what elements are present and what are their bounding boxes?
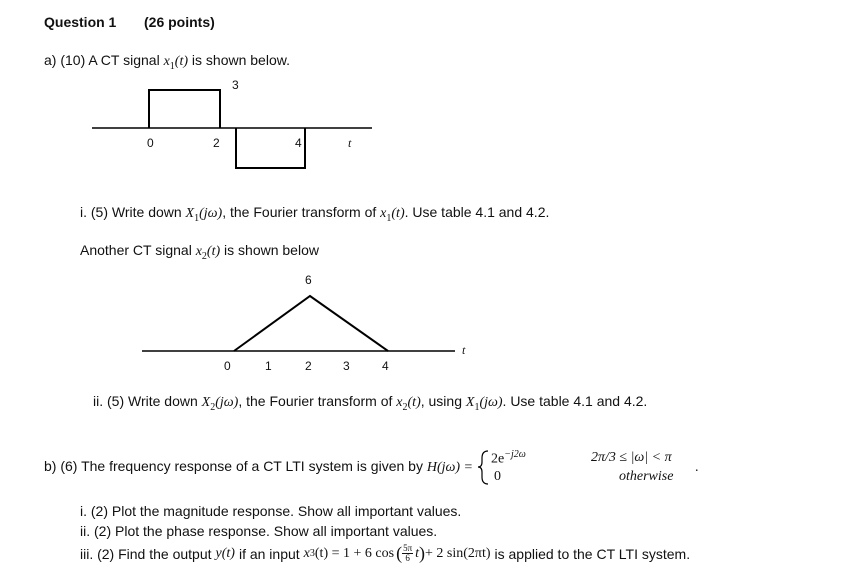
question-b-i: i. (2) Plot the magnitude response. Show all important values.: [80, 503, 462, 519]
fig2-axis-label: t: [462, 343, 466, 357]
question-title: Question 1: [44, 14, 117, 30]
case-1-value: $2e^{-j2\omega}$: [491, 449, 526, 467]
condition-period: .: [695, 460, 699, 475]
fig2-tick-1: 1: [265, 359, 272, 373]
fig1-peak-label: 3: [232, 78, 239, 92]
fig2-tick-2: 2: [305, 359, 312, 373]
case-2-condition: otherwise: [619, 469, 674, 484]
case-2-value: 0: [494, 469, 501, 484]
part-a-intro: a) (10) A CT signal $x_1(t)$ is shown below.: [44, 52, 290, 72]
fig1-axis-label: t: [348, 136, 352, 150]
fig2-tick-3: 3: [343, 359, 350, 373]
fig2-tick-0: 0: [224, 359, 231, 373]
fig2-peak-label: 6: [305, 273, 312, 287]
question-points: (26 points): [144, 14, 215, 30]
question-a-ii: ii. (5) Write down $X_2(j\omega)$, the Fourier transform of $x_2(t)$, using $X_1(j\omega)$. Use table 4.1 and 4.2.: [93, 393, 648, 413]
fig1-tick-0: 0: [147, 136, 154, 150]
another-signal-intro: Another CT signal $x_2(t)$ is shown below: [80, 242, 319, 262]
part-b-intro: b) (6) The frequency response of a CT LTI system is given by H(jω) =: [44, 458, 473, 475]
question-b-iii: iii. (2) Find the output y(t) if an input x 3 (t) = 1 + 6 cos ( $\frac{5\pi}{6}$ t ) + 2 sin(2πt) is applied to the CT LTI system.: [80, 543, 691, 563]
question-b-ii: ii. (2) Plot the phase response. Show all important values.: [80, 523, 438, 539]
fig1-tick-4: 4: [295, 136, 302, 150]
question-a-i: i. (5) Write down $X_1(j\omega)$, the Fourier transform of $x_1(t)$. Use table 4.1 and 4.2.: [80, 204, 550, 224]
fig2-tick-4: 4: [382, 359, 389, 373]
case-1-condition: 2π/3 ≤ |ω| < π: [591, 450, 672, 465]
fig1-tick-2: 2: [213, 136, 220, 150]
